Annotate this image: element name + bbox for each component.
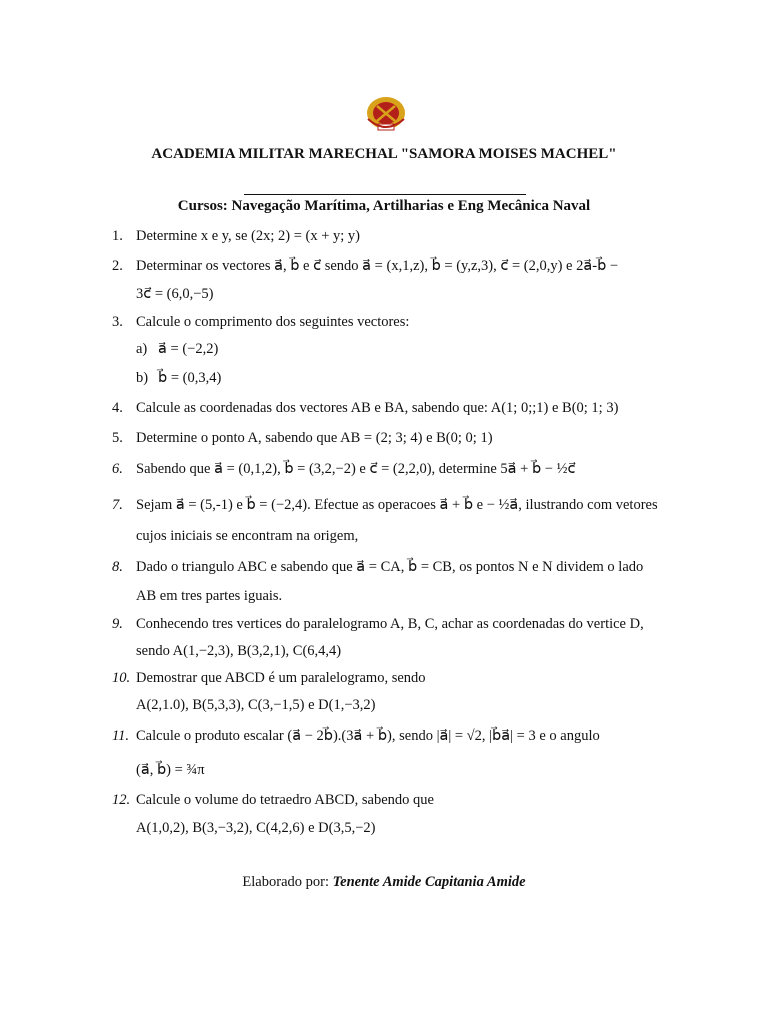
institution-title: ACADEMIA MILITAR MARECHAL "SAMORA MOISES MACHEL" xyxy=(151,146,617,162)
sub-item-text: b⃗ = (0,3,4) xyxy=(158,370,222,386)
exercise-number: 11. xyxy=(112,728,130,744)
exercise-number: 8. xyxy=(112,559,123,575)
exercise-text: Calcule o produto escalar (a⃗ − 2b⃗).(3a⃗ + b⃗), sendo |a⃗| = √2, |b⃗a⃗| = 3 e o angulo xyxy=(136,728,600,744)
exercise-number: 6. xyxy=(112,461,123,477)
exercise-number: 9. xyxy=(112,616,123,632)
exercise-text: Conhecendo tres vertices do paralelogramo A, B, C, achar as coordenadas do vertice D, xyxy=(136,616,644,632)
exercise-number: 10. xyxy=(112,670,131,686)
exercise-number: 7. xyxy=(112,497,123,513)
exercise-text-continued: cujos iniciais se encontram na origem, xyxy=(136,528,359,544)
sub-item-text: a⃗ = (−2,2) xyxy=(158,341,219,357)
exercise-text-continued: AB em tres partes iguais. xyxy=(136,588,283,604)
exercise-text: Dado o triangulo ABC e sabendo que a⃗ = CA, b⃗ = CB, os pontos N e N dividem o lado xyxy=(136,559,644,575)
footer-author: Tenente Amide Capitania Amide xyxy=(332,874,526,890)
exercise-text-continued: 3c⃗ = (6,0,−5) xyxy=(136,286,214,302)
exercise-number: 12. xyxy=(112,792,131,808)
footer-credit xyxy=(0,874,768,891)
exercise-number: 4. xyxy=(112,400,123,416)
exercise-text: Determine o ponto A, sabendo que AB = (2; 3; 4) e B(0; 0; 1) xyxy=(136,430,493,446)
exercise-text: Calcule as coordenadas dos vectores AB e BA, sabendo que: A(1; 0;;1) e B(0; 1; 3) xyxy=(136,400,619,416)
sub-item-label: b) xyxy=(136,370,149,386)
exercise-text: Sejam a⃗ = (5,-1) e b⃗ = (−2,4). Efectue as operacoes a⃗ + b⃗ e − ½a⃗, ilustrando com vetores xyxy=(136,497,658,513)
exercise-text: Sabendo que a⃗ = (0,1,2), b⃗ = (3,2,−2) e c⃗ = (2,2,0), determine 5a⃗ + b⃗ − ½c⃗ xyxy=(136,461,576,477)
exercise-text-continued: (a⃗, b⃗) = ¾π xyxy=(136,762,205,778)
title-divider xyxy=(244,194,526,195)
exercise-text-continued: A(1,0,2), B(3,−3,2), C(4,2,6) e D(3,5,−2) xyxy=(136,820,376,836)
courses-heading: Cursos: Navegação Marítima, Artilharias e Eng Mecânica Naval xyxy=(177,198,591,214)
academy-emblem-icon xyxy=(364,95,408,133)
exercise-text: Demostrar que ABCD é um paralelogramo, sendo xyxy=(136,670,426,686)
exercise-number: 3. xyxy=(112,314,123,330)
exercise-number: 1. xyxy=(112,228,123,244)
footer-prefix: Elaborado por: xyxy=(242,874,329,890)
exercise-number: 5. xyxy=(112,430,123,446)
exercise-text: Determinar os vectores a⃗, b⃗ e c⃗ sendo a⃗ = (x,1,z), b⃗ = (y,z,3), c⃗ = (2,0,y) e 2a⃗-b⃗ − xyxy=(136,258,619,274)
exercise-text: Calcule o comprimento dos seguintes vectores: xyxy=(136,314,410,330)
exercise-number: 2. xyxy=(112,258,123,274)
exercise-text: Determine x e y, se (2x; 2) = (x + y; y) xyxy=(136,228,360,244)
exercise-text: Calcule o volume do tetraedro ABCD, sabendo que xyxy=(136,792,434,808)
exercise-text-continued: sendo A(1,−2,3), B(3,2,1), C(6,4,4) xyxy=(136,643,342,659)
exercise-text-continued: A(2,1.0), B(5,3,3), C(3,−1,5) e D(1,−3,2) xyxy=(136,697,376,713)
sub-item-label: a) xyxy=(136,341,148,357)
